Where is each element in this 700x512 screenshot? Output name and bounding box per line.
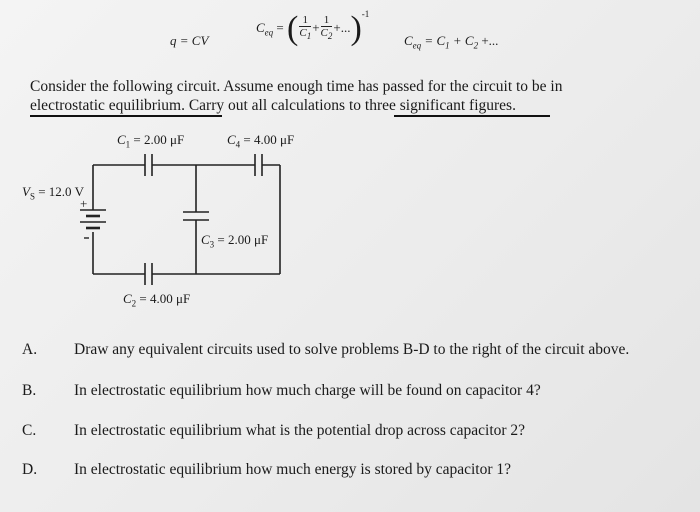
- charge-formula: q = CV: [170, 33, 209, 48]
- question-letter: D.: [22, 461, 38, 478]
- series-frac-1: $\frac{1}{C_1}$: [299, 14, 312, 42]
- question-text: In electrostatic equilibrium what is the potential drop across capacitor 2?: [74, 422, 526, 439]
- question-text: In electrostatic equilibrium how much energy is stored by capacitor 1?: [74, 461, 512, 478]
- question-letter: A.: [22, 341, 38, 358]
- intro-line-1: Consider the following circuit. Assume enough time has passed for the circuit to be in: [30, 78, 563, 95]
- question-a: [0, 341, 700, 361]
- intro-line-2: electrostatic equilibrium. Carry out all calculations to three significant figures.: [30, 97, 516, 114]
- question-text: Draw any equivalent circuits used to solve problems B-D to the right of the circuit above.: [74, 341, 630, 358]
- c3-label: $C_3 = 2.00$ μF: [201, 232, 269, 250]
- question-text: In electrostatic equilibrium how much charge will be found on capacitor 4?: [74, 382, 541, 399]
- c1-label: $C_1 = 2.00$ μF: [117, 132, 185, 150]
- question-letter: B.: [22, 382, 37, 399]
- question-c: [0, 422, 700, 442]
- question-letter: C.: [22, 422, 37, 439]
- parallel-formula: $C_{eq} = C_1 + C_2$ +...: [404, 33, 499, 51]
- series-lhs: $C_{eq}$: [256, 19, 274, 38]
- c4-symbol: [255, 154, 262, 176]
- intro-electrostatic: electrostatic equilibrium.: [30, 97, 185, 114]
- series-frac-2: $\frac{1}{C_2}$: [320, 14, 333, 42]
- series-formula: $C_{eq}$ = ( $\frac{1}{C_1}$ + $\frac{1}{C_2}$ +...)$^{-1}$: [256, 8, 370, 47]
- c1-symbol: [145, 154, 152, 176]
- c4-label: $C_4 = 4.00$ μF: [227, 132, 295, 150]
- intro-sig-figs: three significant figures: [364, 97, 513, 114]
- c2-label: $C_2 = 4.00$ μF: [123, 291, 191, 309]
- c3-symbol: [183, 212, 209, 220]
- question-d: [0, 461, 700, 481]
- battery-plus-sign: +: [80, 196, 88, 211]
- question-b: [0, 382, 700, 402]
- c2-symbol: [145, 263, 152, 285]
- vs-label: $V_S = 12.0$ V: [22, 184, 84, 202]
